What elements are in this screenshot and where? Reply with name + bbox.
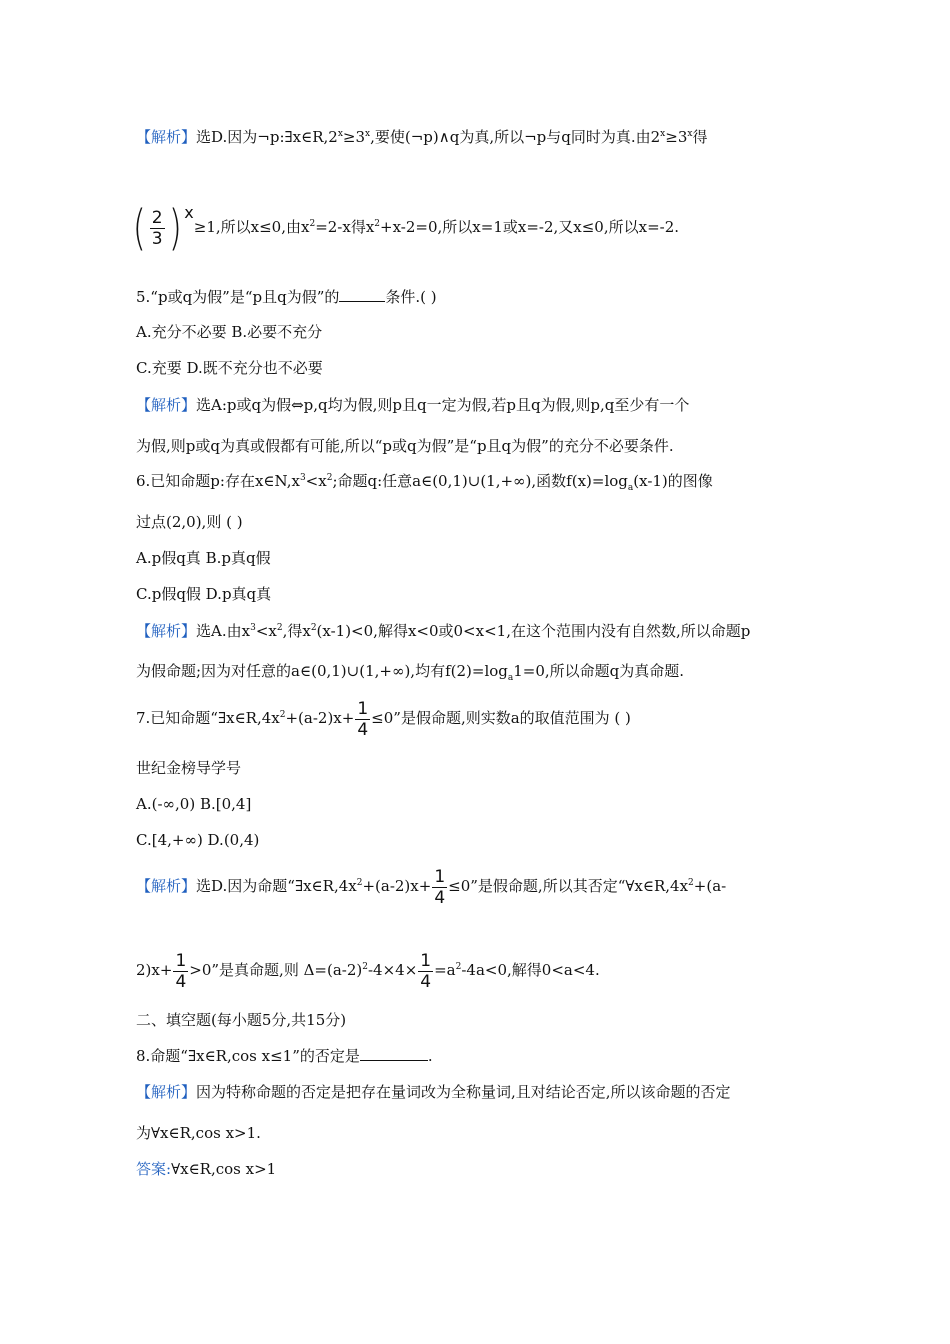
solution-tag: 【解析】 (136, 877, 197, 895)
q5-options-cd: C.充要 D.既不充分也不必要 (136, 359, 323, 377)
q8-solution-line2: 为∀x∈R,cos x>1. (136, 1124, 261, 1142)
q7-options-cd: C.[4,+∞) D.(0,4) (136, 831, 260, 849)
fraction-1-4: $\frac{1}{4}$ (357, 698, 369, 740)
answer-blank (339, 287, 385, 302)
solution-tag: 【解析】 (136, 396, 197, 414)
q4-solution-line1: 【解析】选D.因为$\neg p:\exists x\in R,2^x\ge 3^x$,要使(¬p)∧q为真,所以¬p与q同时为真.由$2^x\ge 3^x$得 (136, 128, 708, 146)
q6-solution-line1: 【解析】选A.由$x^3<x^2$,得$x^2(x-1)<0$,解得x<0或0<x<1,在这个范围内没有自然数,所以命题p (136, 622, 751, 640)
fraction-1-4: $\frac{1}{4}$ (434, 866, 446, 908)
q8-solution-line1: 【解析】因为特称命题的否定是把存在量词改为全称量词,且对结论否定,所以该命题的否定 (136, 1083, 731, 1101)
solution-tag: 【解析】 (136, 1083, 197, 1101)
q7-solution-line2: 2)x+ $\frac{1}{4}$ >0”是真命题,则 $\Delta=(a-2)^2-4\times 4\times$ $\frac{1}{4}$ $=a^2-4a<0$,解得0<a<4. (136, 950, 600, 992)
solution-tag: 【解析】 (136, 128, 197, 146)
q7-watermark: 世纪金榜导学号 (136, 759, 242, 777)
answer-label: 答案: (136, 1160, 172, 1178)
right-paren: ) (168, 200, 182, 256)
section-title: 二、填空题(每小题5分,共15分) (136, 1011, 347, 1029)
q8-stem: 8.命题“∃x∈R,cos x≤1”的否定是 . (136, 1047, 433, 1065)
q6-solution-line2: 为假命题;因为对任意的a∈(0,1)∪(1,+∞),均有$f(2)=\log_a1=0$,所以命题q为真命题. (136, 662, 685, 683)
q5-solution-line1: 【解析】选A:p或q为假⇔p,q均为假,则p且q一定为假,若p且q为假,则p,q至少有一个 (136, 396, 690, 414)
fraction-1-4: $\frac{1}{4}$ (420, 950, 432, 992)
q6-stem-line2: 过点(2,0),则 ( ) (136, 513, 243, 531)
q7-solution-line1: 【解析】选D.因为命题“$\exists x\in R,4x^2+(a-2)x+$ $\frac{1}{4}$ ≤0”是假命题,所以其否定“$\forall x\in R,4x^2+(a-$ (136, 866, 727, 908)
fraction-1-4: $\frac{1}{4}$ (175, 950, 187, 992)
q8-answer: 答案:∀x∈R,cos x>1 (136, 1160, 277, 1178)
q4-solution-line2: ( $\frac{2}{3}$ ) x≥1,所以x≤0,由$x^2=2-x$得$x^2+x-2=0$,所以x=1或x=-2,又x≤0,所以x=-2. (132, 200, 680, 256)
q5-solution-line2: 为假,则p或q为真或假都有可能,所以“p或q为假”是“p且q为假”的充分不必要条件. (136, 437, 674, 455)
left-paren: ( (132, 200, 146, 256)
q5-options-ab: A.充分不必要 B.必要不充分 (136, 323, 323, 341)
q6-stem-line1: 6.已知命题p:存在$x\in N,x^3<x^2$;命题q:任意a∈(0,1)∪(1,+∞),函数$f(x)=\log_a(x-1)$的图像 (136, 472, 713, 493)
q7-options-ab: A.(-∞,0) B.[0,4] (136, 795, 252, 813)
fraction-2-3: $\frac{2}{3}$ (151, 207, 163, 249)
answer-blank (360, 1046, 428, 1061)
q6-options-ab: A.p假q真 B.p真q假 (136, 549, 271, 567)
q5-stem: 5.“p或q为假”是“p且q为假”的 条件.( ) (136, 288, 437, 306)
q6-options-cd: C.p假q假 D.p真q真 (136, 585, 272, 603)
q7-stem: 7.已知命题“$\exists x\in R,4x^2+(a-2)x+$ $\frac{1}{4}$ ≤0”是假命题,则实数a的取值范围为 ( ) (136, 698, 631, 740)
solution-tag: 【解析】 (136, 622, 197, 640)
